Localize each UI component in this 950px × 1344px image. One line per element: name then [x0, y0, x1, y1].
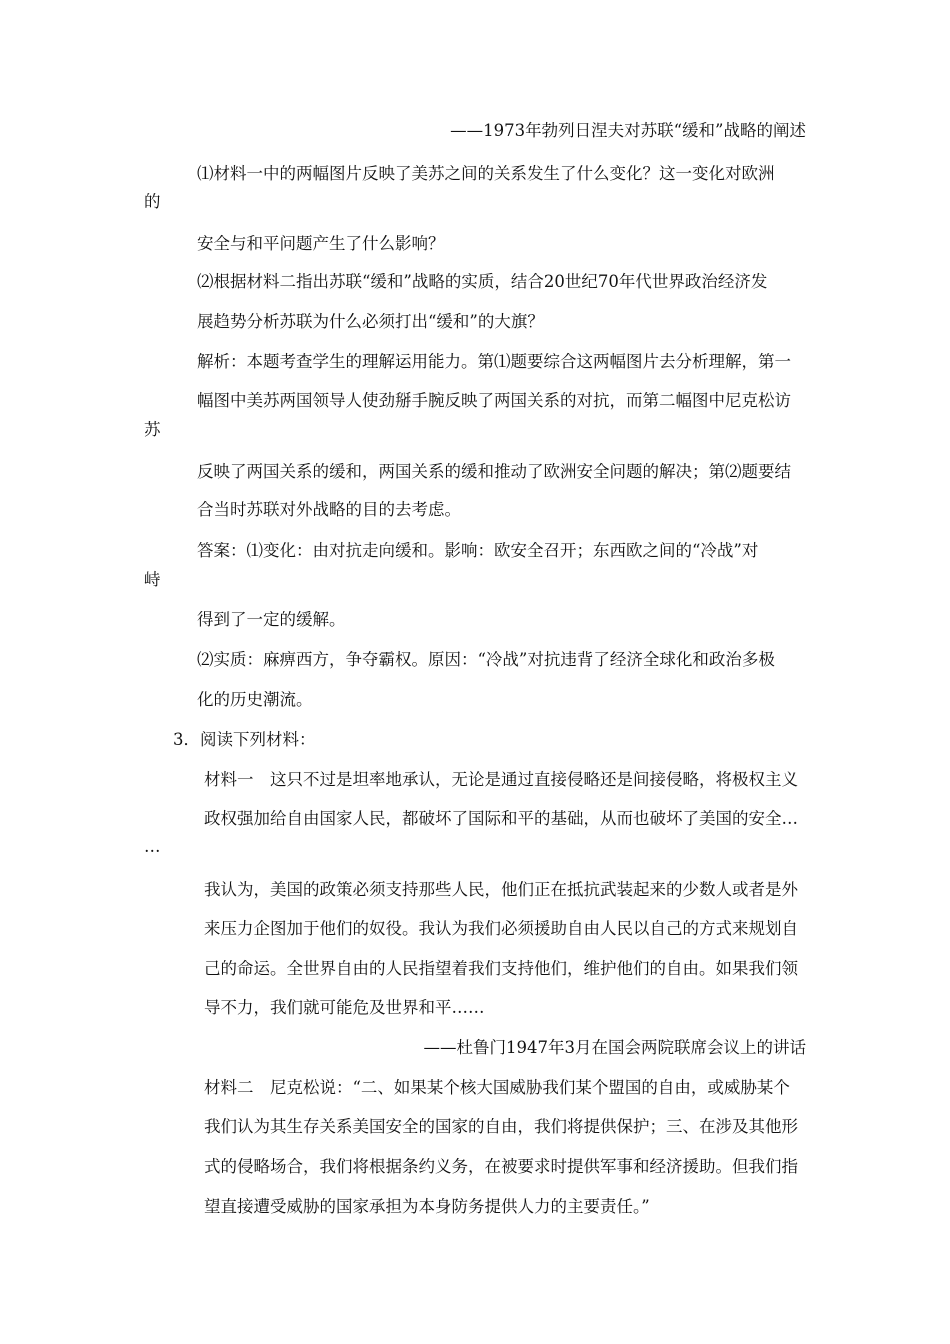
answer-cont: 得到了一定的缓解。 [197, 610, 346, 629]
material-1-para-2-cont: 来压力企图加于他们的奴役。我认为我们必须援助自由人民以自己的方式来规划自 [204, 919, 798, 938]
material-1-wrap: … [144, 837, 161, 856]
analysis: 解析：本题考查学生的理解运用能力。第⑴题要综合这两幅图片去分析理解，第一 [197, 352, 791, 371]
question-1-cont: 安全与和平问题产生了什么影响？ [197, 234, 445, 253]
question-2-cont: 展趋势分析苏联为什么必须打出“缓和”的大旗？ [197, 312, 544, 331]
material-2-cont: 我们认为其生存关系美国安全的国家的自由，我们将提供保护；三、在涉及其他形 [204, 1117, 798, 1136]
material-2-cont-3: 望直接遭受威胁的国家承担为本身防务提供人力的主要责任。” [204, 1197, 650, 1216]
question-1-wrap: 的 [144, 192, 161, 211]
analysis-cont-2: 反映了两国关系的缓和，两国关系的缓和推动了欧洲安全问题的解决；第⑵题要结 [197, 462, 791, 481]
analysis-cont-3: 合当时苏联对外战略的目的去考虑。 [197, 500, 461, 519]
question-2: ⑵根据材料二指出苏联“缓和”战略的实质，结合20世纪70年代世界政治经济发 [197, 272, 768, 291]
analysis-cont: 幅图中美苏两国领导人使劲掰手腕反映了两国关系的对抗，而第二幅图中尼克松访 [197, 391, 791, 410]
material-1-para-2-cont-3: 导不力，我们就可能危及世界和平…… [204, 998, 485, 1017]
answer-2-cont: 化的历史潮流。 [197, 690, 313, 709]
material-2: 材料二 尼克松说：“二、如果某个核大国威胁我们某个盟国的自由，或威胁某个 [204, 1078, 790, 1097]
material-2-cont-2: 式的侵略场合，我们将根据条约义务，在被要求时提供军事和经济援助。但我们指 [204, 1157, 798, 1176]
answer-wrap: 峙 [144, 570, 161, 589]
material-1-para-2: 我认为，美国的政策必须支持那些人民，他们正在抵抗武装起来的少数人或者是外 [204, 880, 798, 899]
answer-2: ⑵实质：麻痹西方，争夺霸权。原因：“冷战”对抗违背了经济全球化和政治多极 [197, 650, 775, 669]
material-1-cont: 政权强加给自由国家人民，都破坏了国际和平的基础，从而也破坏了美国的安全… [204, 809, 798, 828]
question-1: ⑴材料一中的两幅图片反映了美苏之间的关系发生了什么变化？这一变化对欧洲 [197, 164, 775, 183]
attribution-truman: ——杜鲁门1947年3月在国会两院联席会议上的讲话 [423, 1038, 806, 1057]
analysis-wrap: 苏 [144, 420, 161, 439]
question-3-heading: 3．阅读下列材料： [173, 730, 316, 749]
material-1-para-2-cont-2: 己的命运。全世界自由的人民指望着我们支持他们，维护他们的自由。如果我们领 [204, 959, 798, 978]
material-1: 材料一 这只不过是坦率地承认，无论是通过直接侵略还是间接侵略，将极权主义 [204, 770, 798, 789]
attribution-brezhnev: ——1973年勃列日涅夫对苏联“缓和”战略的阐述 [450, 121, 806, 140]
answer: 答案：⑴变化：由对抗走向缓和。影响：欧安全召开；东西欧之间的“冷战”对 [197, 541, 759, 560]
